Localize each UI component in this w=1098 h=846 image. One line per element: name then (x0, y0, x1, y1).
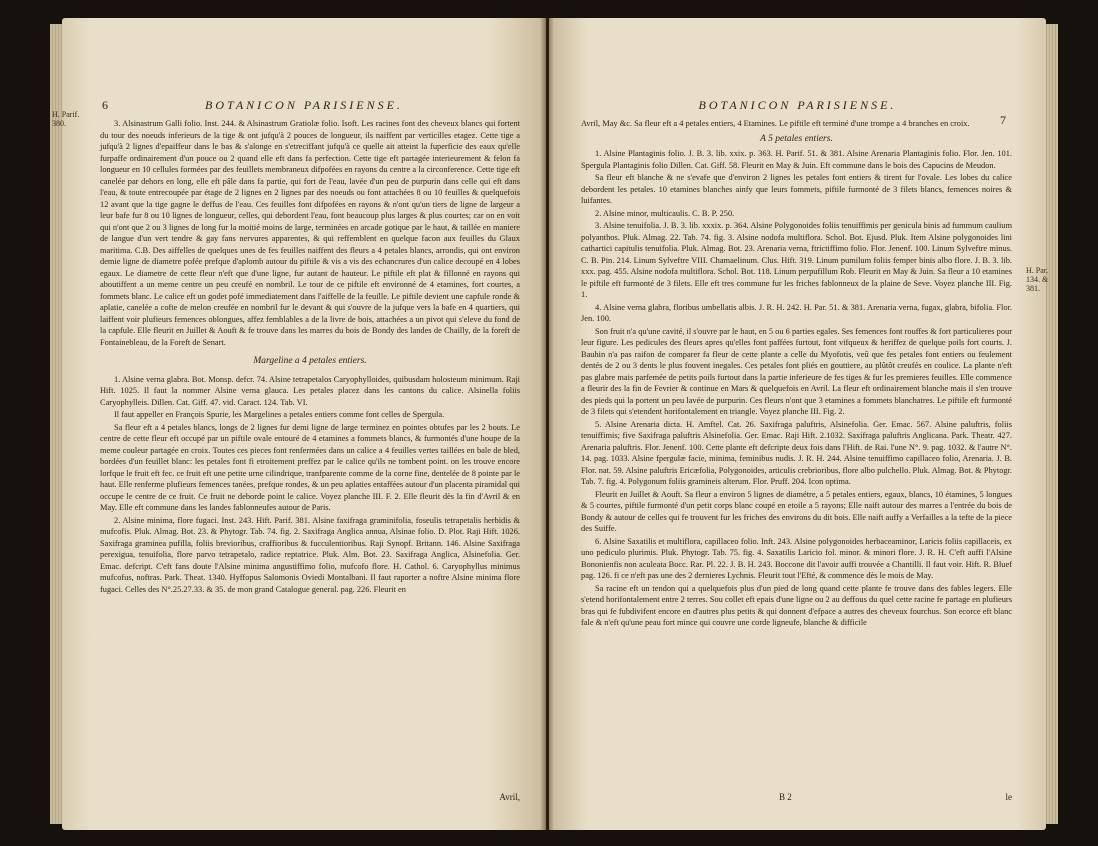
left-page-number: 6 (102, 98, 108, 112)
paragraph: 2. Alsine minima, flore fugaci. Inst. 243. Hift. Parif. 381. Alsine faxifraga graminifolia, foseulis tetrapetalis herbidis & mufcofis. Pluk. Almag. Bot. 23. & Phytogr. Tab. 74. fig. 2. Saxifraga Anglica annua, Alsinae folio. D. Plot. Raji Hift. 1026. Saxifraga graminea pufilla, foliis brevioribus, craffioribus & fucculentioribus. Raji Synopf. Britann. 146. Alsine Saxifraga perexigua, tenuifolia, flore parvo tetrapetalo, radice reptatrice. Pluk. Alm. Bot. 23. Saxifraga Anglica, Alsinefolia. Ger. Emac. defcript. C'eft fans doute l'Alsine minima angustiffimo folio, mufcofo flore. H. Cathol. 6. Caryophyllus minimus mufcofus, noftras. Park. Theat. 1340. Hyffopus Salomonis Oviedi Montalbani. Il faut raporter a noftre Alsine minima flore fugaci. Celles des N°.25.27.33. & 35. de mon grand Catalogue general. pag. 226. Fleurit en (100, 515, 520, 594)
paragraph: 1. Alsine Plantaginis folio. J. B. 3. lib. xxix. p. 363. H. Parif. 51. & 381. Alsine Arenaria Plantaginis folio. Flor. Jen. 101. Spergula Plantaginis folio Dillen. Cat. Giff. 58. Fleurit en May & Juin. Eft commune dans le bois des Capucins de Meudon. (581, 149, 1012, 170)
paragraph: 3. Alsine tenuifolia. J. B. 3. lib. xxxix. p. 364. Alsine Polygonoides foliis tenuiffimis per genicula binis ad fummum caulium polyanthos. Pluk. Almag. 22. Tab. 74. fig. 3. Alsine nodofa multiflora. Schol. Bot. Ejusd. Pluk. Item Alsine polygonoides lini cathartici capitulis tenuifolia. Pluk. Almag. Bot. 23. Arenaria verna, ftrictiffimo folio. Flor. Jenenf. 100. Linum Sylveftre minus. C. B. Pin. 214. Linum Sylveftre VIII. Chamaelinum. Clus. Hift. 319. Linum pumilum foliis femper binis albo flore. J. B. 3. lib. xxx. pag. 455. Alsine nodofa multiflora. Schol. Bot. 118. Linum perpufillum Rob. Fleurit en May & Juin. Sa fleur a 10 etamines le piftile eft furmonté de 3 filets. Elle eft tres commune fur les friches fablonneux de la plaine de Seve. Voyez planche III. Fig. 1. (581, 221, 1012, 299)
right-page-number: 7 (1000, 113, 1006, 127)
right-catchword: le (1005, 792, 1012, 802)
paragraph: 4. Alsine verna glabra, floribus umbellatis albis. J. R. H. 242. H. Par. 51. & 381. Arenaria verna, fugax, glabra, bifolia. Flor. Jen. 100. (581, 302, 1012, 323)
paragraph: Il faut appeller en François Spurie, les Margelines a petales entiers comme font celles de Spergula. (114, 410, 445, 419)
right-page-edges (1044, 24, 1058, 824)
left-running-title: BOTANICON PARISIENSE. (205, 98, 403, 112)
paragraph: 5. Alsine Arenaria dicta. H. Amftel. Cat. 26. Saxifraga paluftris, Alsinefolia. Ger. Emac. 567. Alsine paluftris, foliis tenuiffimis; five Saxifraga paluftris Alsinefolia. Ger. Emac. Raji Hift. 2.1032. Saxifraga paluftris Anglicana. Park. Theatr. 427. Arenaria paluftris. Flor. Jenenf. 100. Cette plante eft defcripte deux fois dans l'Hift. de Rai. l'une N°. 9. pag. 1032. & l'autre N°. 14. pag. 1033. Alsine fpergulæ facie, minima, feminibus nudis. J. R. H. 244. Alsine tenuiffimo capillaceo folio, Arenaria. J. B. Flor. nat. 59. Alsine paluftris Ericæfolia, Polygonoides, articulis crebrioribus, flore albo pulchello. Pluk. Almag. Bot. & Phytogr. Tab. 7. fig. 4. Polygonum foliis gramineis alterum. Flor. Pruff. 204. Icon optima. (581, 419, 1012, 486)
paragraph: 3. Alsinastrum Galli folio. Inst. 244. & Alsinastrum Gratiolæ folio. Isoft. Les racines font des cheveux blancs qui fortent du tour des noeuds inferieurs de la tige & ont jufqu'à 2 pouces de longueur, ils naiffent par verticilles etagez. Cette tige a jufqu'à 2 lignes d'epaiffeur dans le bas & s'alonge en s'etreciffant jufqu'à ce quelle ait atteint la fuperficie des eaux qu'elle furpaffe ordinairement d'un pouce ou 2 quand elle eft dans fa perfection. Cette tige eft partagée interieurement & felon fa longueur en 10 cellules formées par des feuillets membraneux difpofées en rayons du centre a la circonference. Cette tige eft canelée par dehors en long, elle eft pâle dans fa partie, qui fort de l'eau, lavée d'un peu de purpurin dans celle qui eft dans l'eau, & toute entrecoupée par étage de 2 lignes en 2 lignes par des noeuds ou font attachées 8 ou 10 feuilles & quelquefois 12 avant que la tige gagne le deffus de l'eau. Ces feuilles font difpofées en rayons & n'ont qu'un tiers de ligne de largeur a leur bafe fur 8 ou 10 lignes de longueur, celles, qui debordent l'eau, font beaucoup plus larges & plus courtes; car on en voit qui n'ont que 2 ou 3 lignes de long fur la moitié moins de large, terminées en arcade gotique par le haut, & taillée en maniere de langue d'un vert tendre & gay fans nervures apparentes, & qui reffemblent en quelque facon aux feuilles du Glaux maritima. C.B. Des aiffelles de quelques unes de fes feuilles naiffent des fleurs a 4 petales blancs, arrondis, qui ont environ demie ligne de diametre pofée prefque d'aplomb autour du piftile & vis a vis des echancrures d'un calice decoupé en 4 lobes egaux. Le diametre de cette fleur n'eft que d'une ligne, fur autant de hauteur. Le piftile eft plat & fillonné en rayons qui aboutiffent a un meme centre un peu creufé en nombril. Le tour de ce piftile eft environné de 4 etamines, fort courtes, a fommets blanc. Le calice eft un godet pofé immediatement dans l'aiffelle de la feuille. Le piftile devient une capfule ronde & aplatie, canelée a cofte de melon creufée en nombril fur le devant & qui s'ouvre de la jufque vers la bafe en 4 quartiers, qui laiffent voir plufieurs femences oblongues, affez femblables a de la livre de bois, attachées a un pivot qui s'eleve du fond de la capfule. Elle fleurit en Juillet & Aouft & fe trouve dans les marres du bois de Bondy des landes de Chailly, de la foreft de Fontainebleau, de la Foreft de Senart. (100, 119, 520, 347)
paragraph: Avril, May &c. Sa fleur eft a 4 petales entiers, 4 Etamines. Le piftile eft terminé d'une trompe a 4 branches en croix. (581, 119, 970, 128)
paragraph: 6. Alsine Saxatilis et multiflora, capillaceo folio. Inft. 243. Alsine polygonoides herbaceaminor, Laricis foliis capillaceis, ex uno pediculo plurimis. Pluk. Phytogr. Tab. 75. fig. 4. Saxatilis Laricio fol. minor. & minori flore. J. R. H. C'eft auffi l'Alsine Bononienfis non aculeata Bocc. Rar. Pl. 22. J. B. H. 243. Boccone dit l'avoir auffi trouvée a Chantilli. Il faut voir. Hift. R. Bluef pag. 126. fi ce n'eft pas une des 2 dernieres Lychnis. Fleurit tout l'Efté, & commence dès le mois de May. (581, 536, 1012, 580)
left-body-text (100, 118, 520, 596)
left-catchword: Avril, (499, 792, 520, 802)
left-page (52, 18, 546, 830)
paragraph: 1. Alsine verna glabra. Bot. Monsp. defcr. 74. Alsine tetrapetalos Caryophylloides, quibusdam holosteum minimum. Raji Hift. 1025. Il faut la nommer Alsine verna glauca. Les petales placez dans les cantons du calice. Alsinella foliis Caryophylleis. Dillen. Cat. Giff. 47. vid. Caract. 124. Tab. VI. (100, 374, 520, 407)
left-running-head (102, 98, 506, 113)
paragraph: Sa fleur eft a 4 petales blancs, longs de 2 lignes fur demi ligne de large terminez en pointes obtufes par les 2 bouts. Le centre de cette fleur eft occupé par un piftile ovale entouré de 4 etamines a fommets blancs, & furmontés d'une houpe de la meme couleur partagée en croix. Toutes ces pieces font renfermées dans un calice a 4 feuilles vertes taillées en bale de bled, bordées d'un feuillet blanc: les petales font fi etroitement preffez par le calice qu'ils ne tombent point. on les trouve encore lorfque le fruit eft fec. ce fruit eft une petite urne cilindrique, tranfparente comme de la corne fine, dentelée de 8 pointe par le haut. Elle renferme plufieurs femences tanées, prefque rondes, & un peu aplaties entaffées autour d'un placenta piramidal qui occupe le centre de ce fruit. Ce fruit ne deborde point le calice. Voyez planche III. F. 2. Elle fleurit dès la fin d'Avril & en May. Elle eft commune dans les landes fablonneufes autour de Paris. (100, 422, 520, 512)
paragraph: Sa racine eft un tendon qui a quelquefois plus d'un pied de long quand cette plante fe trouve dans des fables legers. Elle s'etend horifontalement entre 2 terres. Sou collet eft epais d'une ligne ou 2 au deffous du quel cette racine fe partage en plufieurs bras qui fe fubdivifent encore en d'autres plus petits & qui donnent d'efpace a autres des cheveux fourchus. Son ecorce eft blanc fale & n'eft qu'une peau fort mince qui couvre une corde ligneufe, blanche & difficile (581, 583, 1012, 627)
left-margin-note: H. Parif. 380. (52, 110, 80, 128)
right-margin-note: H. Par. 134. & 381. (1026, 266, 1049, 293)
signature-mark: B 2 (779, 792, 792, 802)
section-heading: Margeline a 4 petales entiers. (253, 356, 367, 366)
right-body-text (581, 118, 1012, 630)
right-page (549, 18, 1049, 830)
paragraph: Fleurit en Juillet & Aouft. Sa fleur a environ 5 lignes de diamétre, a 5 petales entiers, egaux, blancs, 10 étamines, 5 longues & 5 courtes, piftile furmonté d'un petit corps blanc coupé en etoile a 5 rayons; Elle naift autour des marres a l'entrée du bois de Bondy & autour de celles qui fe trouvent fur les friches des environs du dit bois. Elle naift auffy a Verfailles a la tefte de la piece des Suiffe. (581, 489, 1012, 533)
right-running-title: BOTANICON PARISIENSE. (698, 98, 897, 112)
book-gutter (540, 18, 554, 830)
paragraph: Sa fleur eft blanche & ne s'evafe que d'environ 2 lignes les petales font entiers & tirent fur l'ovale. Les lobes du calice debordent les petales. 10 etamines blanches ainfy que leurs fommets, piftile furmonté de 3 filets blancs, femences noires & luifantes. (581, 173, 1012, 205)
paragraph: 2. Alsine minor, multicaulis. C. B. P. 250. (595, 208, 735, 218)
paragraph: Son fruit n'a qu'une cavité, il s'ouvre par le haut, en 5 ou 6 parties egales. Ses femences font rouffes & fort particulieres pour leur figure. Les pedicules des fleurs apres qu'elles font paffées furtout, font vifqueux & heriffez de quelque poils fort courts. J. Bauhin n'a pas raifon de comparer fa fleur de cette plante a celle du Myofotis, veû que fes petales font entiers ou feulement dentés de 2 ou 3 dents le plus fouvent inegales. Ces petales font pliés en gouttiere, au plûtôt creufés en coulice. La plante n'eft pas glabre mais parfemée de petits poils furtout dans la partie inferieure de fes tiges & fur les premieres feuilles. Elle commence a fleurir des la fin de Fevrier & continue en Mars & quelquefois en Avril. La fleur eft ordinairement blanche mais il s'en trouve des pieds qui la portent un peu lavée de purpurin. Ces fleurs n'ont que 3 etamines a fommets blanchatres. Le piftile eft furmonté de 3 filets qui s'etendent horifontalement en triangle. Voyez planche III. Fig. 2. (581, 326, 1012, 416)
section-heading: A 5 petales entiers. (760, 133, 833, 144)
